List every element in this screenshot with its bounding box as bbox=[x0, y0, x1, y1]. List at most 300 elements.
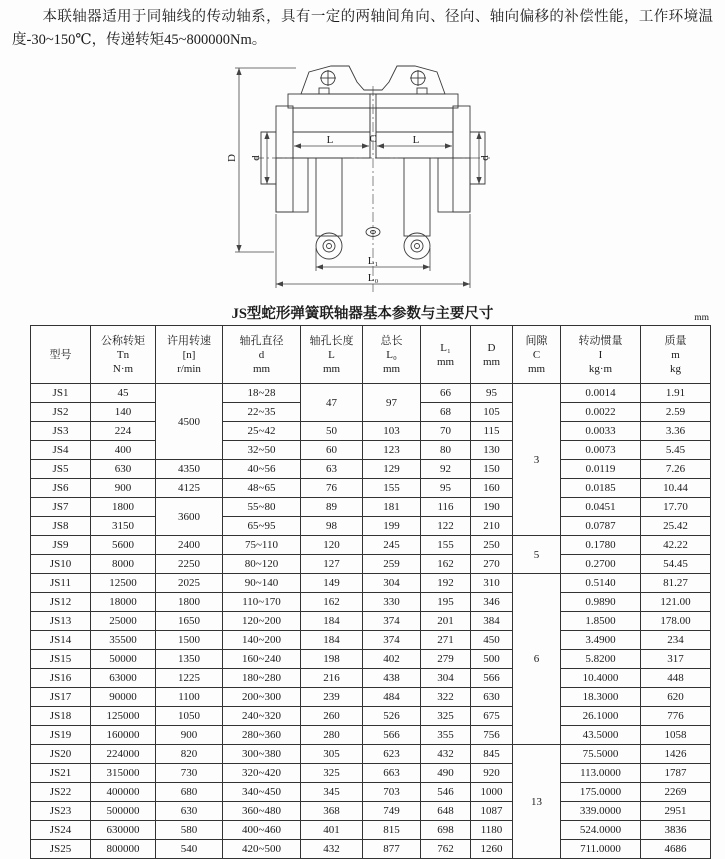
cell-I: 0.0787 bbox=[561, 517, 641, 536]
cell-I: 0.0033 bbox=[561, 422, 641, 441]
cell-tn: 45 bbox=[91, 384, 156, 403]
cell-D: 160 bbox=[471, 479, 513, 498]
cell-rpm: 4500 bbox=[156, 384, 223, 460]
cell-L1: 490 bbox=[421, 764, 471, 783]
table-row bbox=[31, 745, 711, 764]
cell-tn: 800000 bbox=[91, 840, 156, 859]
cell-m: 178.00 bbox=[641, 612, 711, 631]
cell-model: JS2 bbox=[31, 403, 91, 422]
unit-note: mm bbox=[694, 313, 709, 323]
end-cap-right bbox=[453, 106, 470, 212]
cell-m: 17.70 bbox=[641, 498, 711, 517]
cell-L: 47 bbox=[301, 384, 363, 422]
table-title: JS型蛇形弹簧联轴器基本参数与主要尺寸 bbox=[231, 306, 494, 322]
col-header-d: 轴孔直径 d mm bbox=[223, 326, 301, 384]
cell-D: 630 bbox=[471, 688, 513, 707]
cell-d: 120~200 bbox=[223, 612, 301, 631]
dim-L-left-label: L bbox=[326, 134, 334, 146]
cell-I: 0.9890 bbox=[561, 593, 641, 612]
table-row bbox=[31, 688, 711, 707]
cell-model: JS17 bbox=[31, 688, 91, 707]
cell-C: 3 bbox=[513, 384, 561, 536]
cell-I: 524.0000 bbox=[561, 821, 641, 840]
table-row bbox=[31, 707, 711, 726]
cell-L0: 374 bbox=[363, 612, 421, 631]
col-header-rpm: 许用转速 [n] r/min bbox=[156, 326, 223, 384]
dim-C-label: C bbox=[369, 134, 377, 145]
table-row bbox=[31, 479, 711, 498]
cell-m: 42.22 bbox=[641, 536, 711, 555]
cell-m: 1058 bbox=[641, 726, 711, 745]
cell-L1: 432 bbox=[421, 745, 471, 764]
cell-L: 162 bbox=[301, 593, 363, 612]
table-row bbox=[31, 441, 711, 460]
cell-L1: 279 bbox=[421, 650, 471, 669]
cell-L1: 155 bbox=[421, 536, 471, 555]
col-header-m: 质量 m kg bbox=[641, 326, 711, 384]
cell-m: 1.91 bbox=[641, 384, 711, 403]
cell-L: 239 bbox=[301, 688, 363, 707]
cell-D: 1000 bbox=[471, 783, 513, 802]
cell-L0: 749 bbox=[363, 802, 421, 821]
cell-I: 0.5140 bbox=[561, 574, 641, 593]
cell-L1: 304 bbox=[421, 669, 471, 688]
cell-rpm: 4125 bbox=[156, 479, 223, 498]
cell-tn: 630 bbox=[91, 460, 156, 479]
cell-L1: 195 bbox=[421, 593, 471, 612]
cell-L1: 68 bbox=[421, 403, 471, 422]
cell-tn: 224 bbox=[91, 422, 156, 441]
cell-I: 5.8200 bbox=[561, 650, 641, 669]
cell-m: 81.27 bbox=[641, 574, 711, 593]
cell-d: 400~460 bbox=[223, 821, 301, 840]
coupling-technical-drawing bbox=[226, 60, 518, 294]
cell-tn: 90000 bbox=[91, 688, 156, 707]
cell-L: 216 bbox=[301, 669, 363, 688]
cell-tn: 3150 bbox=[91, 517, 156, 536]
cell-tn: 125000 bbox=[91, 707, 156, 726]
cell-L1: 66 bbox=[421, 384, 471, 403]
hub-lower-left bbox=[276, 158, 308, 212]
cell-d: 140~200 bbox=[223, 631, 301, 650]
table-row bbox=[31, 384, 711, 403]
cell-d: 200~300 bbox=[223, 688, 301, 707]
cell-rpm: 4350 bbox=[156, 460, 223, 479]
cell-m: 7.26 bbox=[641, 460, 711, 479]
col-header-L0: 总长 L₀ mm bbox=[363, 326, 421, 384]
cell-tn: 400000 bbox=[91, 783, 156, 802]
cell-tn: 224000 bbox=[91, 745, 156, 764]
cell-m: 121.00 bbox=[641, 593, 711, 612]
cell-I: 0.0022 bbox=[561, 403, 641, 422]
cell-m: 317 bbox=[641, 650, 711, 669]
cell-m: 2.59 bbox=[641, 403, 711, 422]
cell-d: 22~35 bbox=[223, 403, 301, 422]
cell-rpm: 730 bbox=[156, 764, 223, 783]
cell-I: 43.5000 bbox=[561, 726, 641, 745]
table-row bbox=[31, 802, 711, 821]
cell-m: 10.44 bbox=[641, 479, 711, 498]
cell-I: 0.0119 bbox=[561, 460, 641, 479]
cell-L: 127 bbox=[301, 555, 363, 574]
col-header-tn: 公称转矩 Tn N·m bbox=[91, 326, 156, 384]
cell-m: 54.45 bbox=[641, 555, 711, 574]
cell-tn: 160000 bbox=[91, 726, 156, 745]
cell-d: 40~56 bbox=[223, 460, 301, 479]
cell-model: JS9 bbox=[31, 536, 91, 555]
cell-L: 260 bbox=[301, 707, 363, 726]
cell-L1: 92 bbox=[421, 460, 471, 479]
cell-D: 1260 bbox=[471, 840, 513, 859]
cell-D: 115 bbox=[471, 422, 513, 441]
dim-L0-label: L₀ bbox=[367, 272, 379, 284]
dim-LCL bbox=[294, 134, 452, 146]
cell-L: 76 bbox=[301, 479, 363, 498]
cell-tn: 50000 bbox=[91, 650, 156, 669]
cell-model: JS6 bbox=[31, 479, 91, 498]
cell-tn: 500000 bbox=[91, 802, 156, 821]
cell-L0: 438 bbox=[363, 669, 421, 688]
cell-model: JS23 bbox=[31, 802, 91, 821]
cell-d: 340~450 bbox=[223, 783, 301, 802]
cell-L0: 623 bbox=[363, 745, 421, 764]
cell-L0: 129 bbox=[363, 460, 421, 479]
cell-I: 175.0000 bbox=[561, 783, 641, 802]
table-row bbox=[31, 650, 711, 669]
dim-L1-label: L₁ bbox=[367, 255, 379, 267]
cell-tn: 140 bbox=[91, 403, 156, 422]
cell-D: 845 bbox=[471, 745, 513, 764]
table-row bbox=[31, 517, 711, 536]
cell-L1: 70 bbox=[421, 422, 471, 441]
cell-m: 1787 bbox=[641, 764, 711, 783]
cell-L0: 374 bbox=[363, 631, 421, 650]
cell-model: JS5 bbox=[31, 460, 91, 479]
cell-L: 305 bbox=[301, 745, 363, 764]
cell-model: JS1 bbox=[31, 384, 91, 403]
cell-d: 18~28 bbox=[223, 384, 301, 403]
col-header-D: D mm bbox=[471, 326, 513, 384]
cell-L1: 325 bbox=[421, 707, 471, 726]
cell-m: 776 bbox=[641, 707, 711, 726]
cell-m: 2951 bbox=[641, 802, 711, 821]
cell-L0: 199 bbox=[363, 517, 421, 536]
col-header-L1: L₁ mm bbox=[421, 326, 471, 384]
cell-d: 65~95 bbox=[223, 517, 301, 536]
cell-L1: 162 bbox=[421, 555, 471, 574]
cell-m: 1426 bbox=[641, 745, 711, 764]
cell-rpm: 2400 bbox=[156, 536, 223, 555]
cell-model: JS22 bbox=[31, 783, 91, 802]
cell-model: JS12 bbox=[31, 593, 91, 612]
table-row bbox=[31, 536, 711, 555]
cell-L1: 201 bbox=[421, 612, 471, 631]
cell-tn: 18000 bbox=[91, 593, 156, 612]
spec-table-head bbox=[31, 326, 711, 384]
cell-tn: 630000 bbox=[91, 821, 156, 840]
cell-L: 432 bbox=[301, 840, 363, 859]
cell-I: 0.0451 bbox=[561, 498, 641, 517]
cell-D: 270 bbox=[471, 555, 513, 574]
cell-m: 448 bbox=[641, 669, 711, 688]
cell-L: 184 bbox=[301, 612, 363, 631]
cell-d: 48~65 bbox=[223, 479, 301, 498]
cell-L1: 271 bbox=[421, 631, 471, 650]
col-header-model: 型号 bbox=[31, 326, 91, 384]
cell-D: 310 bbox=[471, 574, 513, 593]
cell-model: JS25 bbox=[31, 840, 91, 859]
cell-L0: 526 bbox=[363, 707, 421, 726]
cell-I: 711.0000 bbox=[561, 840, 641, 859]
cell-L: 98 bbox=[301, 517, 363, 536]
cell-L: 89 bbox=[301, 498, 363, 517]
dim-L-right-label: L bbox=[412, 134, 420, 146]
cell-tn: 315000 bbox=[91, 764, 156, 783]
cell-rpm: 2025 bbox=[156, 574, 223, 593]
table-row bbox=[31, 764, 711, 783]
cell-d: 280~360 bbox=[223, 726, 301, 745]
cell-L0: 566 bbox=[363, 726, 421, 745]
dim-d-left bbox=[250, 132, 267, 184]
cell-I: 0.1780 bbox=[561, 536, 641, 555]
cell-d: 240~320 bbox=[223, 707, 301, 726]
cell-L: 120 bbox=[301, 536, 363, 555]
cell-model: JS14 bbox=[31, 631, 91, 650]
table-row bbox=[31, 460, 711, 479]
cell-tn: 5600 bbox=[91, 536, 156, 555]
cell-L0: 103 bbox=[363, 422, 421, 441]
cell-m: 3836 bbox=[641, 821, 711, 840]
dim-d-right-label: d bbox=[479, 155, 491, 161]
cell-I: 113.0000 bbox=[561, 764, 641, 783]
cell-D: 384 bbox=[471, 612, 513, 631]
cell-D: 500 bbox=[471, 650, 513, 669]
hub-lower-right bbox=[438, 158, 470, 212]
cell-L0: 304 bbox=[363, 574, 421, 593]
cell-rpm: 630 bbox=[156, 802, 223, 821]
cell-L: 198 bbox=[301, 650, 363, 669]
cell-L1: 322 bbox=[421, 688, 471, 707]
cell-D: 450 bbox=[471, 631, 513, 650]
col-header-I: 转动惯量 I kg·m bbox=[561, 326, 641, 384]
cell-L: 60 bbox=[301, 441, 363, 460]
cell-I: 18.3000 bbox=[561, 688, 641, 707]
cell-L1: 192 bbox=[421, 574, 471, 593]
cell-I: 75.5000 bbox=[561, 745, 641, 764]
col-header-L: 轴孔长度 L mm bbox=[301, 326, 363, 384]
cell-model: JS4 bbox=[31, 441, 91, 460]
cell-d: 180~280 bbox=[223, 669, 301, 688]
table-row bbox=[31, 783, 711, 802]
cell-I: 0.0185 bbox=[561, 479, 641, 498]
cell-rpm: 900 bbox=[156, 726, 223, 745]
cover-bolt-right bbox=[417, 88, 427, 94]
cell-tn: 25000 bbox=[91, 612, 156, 631]
intro-paragraph: 本联轴器适用于同轴线的传动轴系，具有一定的两轴间角向、径向、轴向偏移的补偿性能，工作环境温度-30~150℃，传递转矩45~800000Nm。 bbox=[12, 9, 713, 48]
header-row bbox=[31, 326, 711, 384]
cell-rpm: 540 bbox=[156, 840, 223, 859]
cell-rpm: 1800 bbox=[156, 593, 223, 612]
cell-m: 2269 bbox=[641, 783, 711, 802]
cell-model: JS3 bbox=[31, 422, 91, 441]
cell-model: JS8 bbox=[31, 517, 91, 536]
cell-D: 130 bbox=[471, 441, 513, 460]
coupling-drawing-svg bbox=[226, 60, 518, 294]
cell-rpm: 1050 bbox=[156, 707, 223, 726]
cell-m: 234 bbox=[641, 631, 711, 650]
cell-model: JS19 bbox=[31, 726, 91, 745]
cell-L: 325 bbox=[301, 764, 363, 783]
table-row bbox=[31, 631, 711, 650]
cell-I: 0.0014 bbox=[561, 384, 641, 403]
cell-D: 105 bbox=[471, 403, 513, 422]
cell-L0: 181 bbox=[363, 498, 421, 517]
cell-rpm: 3600 bbox=[156, 498, 223, 536]
cell-L: 149 bbox=[301, 574, 363, 593]
cell-d: 25~42 bbox=[223, 422, 301, 441]
cell-m: 4686 bbox=[641, 840, 711, 859]
cell-tn: 63000 bbox=[91, 669, 156, 688]
table-row bbox=[31, 593, 711, 612]
cell-L1: 116 bbox=[421, 498, 471, 517]
cell-d: 55~80 bbox=[223, 498, 301, 517]
cell-L1: 95 bbox=[421, 479, 471, 498]
col-header-C: 间隙 C mm bbox=[513, 326, 561, 384]
end-cap-left bbox=[276, 106, 293, 212]
cell-model: JS11 bbox=[31, 574, 91, 593]
cell-model: JS18 bbox=[31, 707, 91, 726]
table-row bbox=[31, 726, 711, 745]
cell-d: 32~50 bbox=[223, 441, 301, 460]
cell-L: 50 bbox=[301, 422, 363, 441]
cell-rpm: 820 bbox=[156, 745, 223, 764]
cell-D: 250 bbox=[471, 536, 513, 555]
cell-rpm: 1225 bbox=[156, 669, 223, 688]
cell-L0: 97 bbox=[363, 384, 421, 422]
table-row bbox=[31, 840, 711, 859]
table-row bbox=[31, 669, 711, 688]
cell-L: 368 bbox=[301, 802, 363, 821]
dim-d-left-label: d bbox=[250, 155, 262, 161]
cell-L0: 703 bbox=[363, 783, 421, 802]
cell-d: 90~140 bbox=[223, 574, 301, 593]
cell-d: 360~480 bbox=[223, 802, 301, 821]
cell-rpm: 1650 bbox=[156, 612, 223, 631]
cell-tn: 35500 bbox=[91, 631, 156, 650]
cell-d: 80~120 bbox=[223, 555, 301, 574]
cell-D: 346 bbox=[471, 593, 513, 612]
cell-rpm: 1350 bbox=[156, 650, 223, 669]
cell-D: 1180 bbox=[471, 821, 513, 840]
cell-tn: 8000 bbox=[91, 555, 156, 574]
table-row bbox=[31, 612, 711, 631]
cell-D: 1087 bbox=[471, 802, 513, 821]
cell-C: 5 bbox=[513, 536, 561, 574]
cell-D: 566 bbox=[471, 669, 513, 688]
cell-L1: 546 bbox=[421, 783, 471, 802]
cell-L1: 80 bbox=[421, 441, 471, 460]
cell-model: JS15 bbox=[31, 650, 91, 669]
cell-tn: 900 bbox=[91, 479, 156, 498]
cell-d: 160~240 bbox=[223, 650, 301, 669]
cell-L0: 663 bbox=[363, 764, 421, 783]
cell-d: 75~110 bbox=[223, 536, 301, 555]
spec-table-body bbox=[31, 384, 711, 859]
cell-model: JS10 bbox=[31, 555, 91, 574]
cell-rpm: 680 bbox=[156, 783, 223, 802]
cell-I: 339.0000 bbox=[561, 802, 641, 821]
table-row bbox=[31, 821, 711, 840]
cell-m: 3.36 bbox=[641, 422, 711, 441]
cell-L1: 355 bbox=[421, 726, 471, 745]
cell-I: 10.4000 bbox=[561, 669, 641, 688]
cell-model: JS20 bbox=[31, 745, 91, 764]
cell-L: 345 bbox=[301, 783, 363, 802]
cell-model: JS21 bbox=[31, 764, 91, 783]
cell-rpm: 580 bbox=[156, 821, 223, 840]
cell-L1: 122 bbox=[421, 517, 471, 536]
table-row bbox=[31, 422, 711, 441]
cell-L0: 484 bbox=[363, 688, 421, 707]
cell-L0: 330 bbox=[363, 593, 421, 612]
table-title-row bbox=[0, 302, 725, 322]
cell-tn: 400 bbox=[91, 441, 156, 460]
cell-d: 320~420 bbox=[223, 764, 301, 783]
cell-rpm: 1500 bbox=[156, 631, 223, 650]
cell-D: 150 bbox=[471, 460, 513, 479]
cell-L: 401 bbox=[301, 821, 363, 840]
cell-rpm: 2250 bbox=[156, 555, 223, 574]
table-row bbox=[31, 574, 711, 593]
cell-I: 3.4900 bbox=[561, 631, 641, 650]
cell-D: 95 bbox=[471, 384, 513, 403]
cell-tn: 1800 bbox=[91, 498, 156, 517]
hub-flange-left bbox=[293, 108, 370, 132]
cell-L1: 762 bbox=[421, 840, 471, 859]
cell-D: 756 bbox=[471, 726, 513, 745]
cell-L0: 815 bbox=[363, 821, 421, 840]
spec-table bbox=[30, 325, 711, 859]
cell-L1: 698 bbox=[421, 821, 471, 840]
table-row bbox=[31, 555, 711, 574]
cell-d: 300~380 bbox=[223, 745, 301, 764]
cell-D: 210 bbox=[471, 517, 513, 536]
cell-L0: 245 bbox=[363, 536, 421, 555]
cell-L: 184 bbox=[301, 631, 363, 650]
cell-L0: 259 bbox=[363, 555, 421, 574]
cell-d: 420~500 bbox=[223, 840, 301, 859]
cell-D: 920 bbox=[471, 764, 513, 783]
cell-I: 0.2700 bbox=[561, 555, 641, 574]
cell-L0: 877 bbox=[363, 840, 421, 859]
cell-model: JS16 bbox=[31, 669, 91, 688]
cell-rpm: 1100 bbox=[156, 688, 223, 707]
cell-D: 190 bbox=[471, 498, 513, 517]
cell-I: 0.0073 bbox=[561, 441, 641, 460]
cell-m: 620 bbox=[641, 688, 711, 707]
dim-D-label: D bbox=[226, 154, 238, 162]
cell-I: 26.1000 bbox=[561, 707, 641, 726]
cell-I: 1.8500 bbox=[561, 612, 641, 631]
cell-model: JS24 bbox=[31, 821, 91, 840]
cell-L0: 402 bbox=[363, 650, 421, 669]
cell-D: 675 bbox=[471, 707, 513, 726]
cell-L: 280 bbox=[301, 726, 363, 745]
table-row bbox=[31, 498, 711, 517]
hub-flange-right bbox=[376, 108, 453, 132]
cell-L1: 648 bbox=[421, 802, 471, 821]
cell-C: 6 bbox=[513, 574, 561, 745]
